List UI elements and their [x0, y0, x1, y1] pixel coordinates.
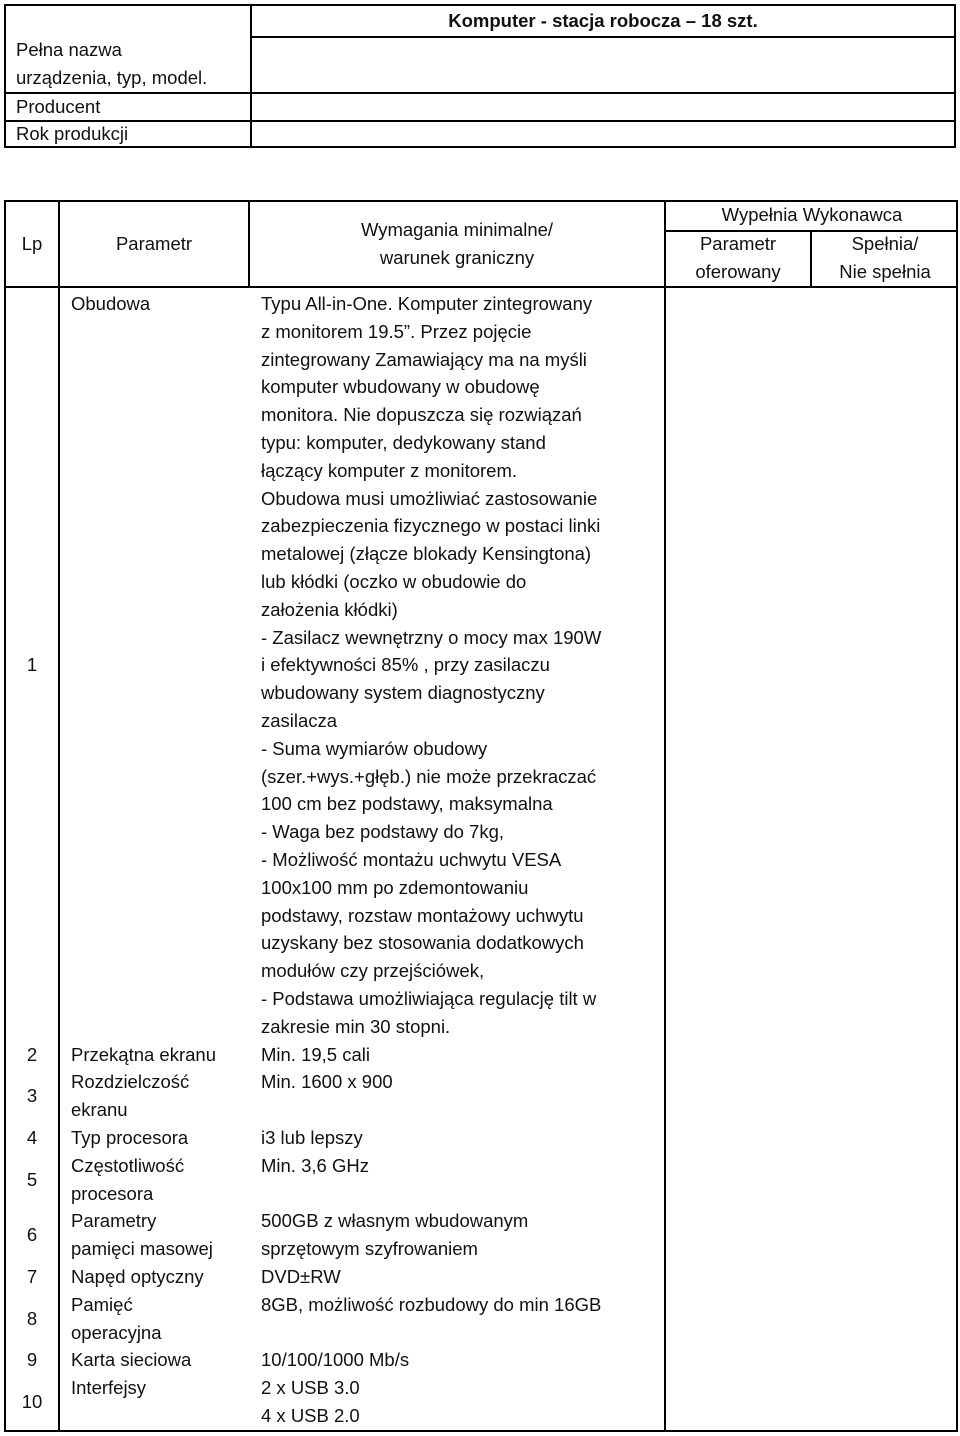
- device-info-grid: [4, 4, 956, 148]
- parameter-line: Parametry: [71, 1210, 157, 1232]
- offered-parameter-field[interactable]: [666, 1374, 810, 1430]
- requirement-line: Min. 3,6 GHz: [261, 1154, 369, 1176]
- production-year-field[interactable]: [252, 122, 954, 146]
- offered-parameter-field[interactable]: [666, 1207, 810, 1263]
- spec-rows: [4, 288, 958, 1430]
- requirement-line: 500GB z własnym wbudowanym: [261, 1210, 529, 1232]
- requirement-line: 10/100/1000 Mb/s: [261, 1349, 410, 1371]
- requirement-line: wbudowany system diagnostyczny: [261, 682, 545, 704]
- requirement-line: typu: komputer, dedykowany stand: [261, 431, 546, 453]
- requirement-line: Min. 1600 x 900: [261, 1071, 393, 1093]
- parameter-line: Obudowa: [71, 293, 151, 314]
- requirement-line: - Zasilacz wewnętrzny o mocy max 190W: [261, 626, 602, 648]
- meets-requirement-field[interactable]: [812, 1068, 956, 1124]
- offered-parameter-field[interactable]: [666, 1041, 810, 1069]
- meets-requirement-field[interactable]: [812, 1152, 956, 1208]
- requirement-line: zintegrowany Zamawiający ma na myśli: [261, 348, 587, 370]
- table-row: [4, 1124, 958, 1152]
- requirement-line: DVD±RW: [261, 1266, 341, 1287]
- requirement-line: zakresie min 30 stopni.: [261, 1015, 451, 1037]
- meets-requirement-field[interactable]: [812, 290, 956, 1041]
- parameter-line: Karta sieciowa: [71, 1349, 192, 1371]
- table-row: [4, 1263, 958, 1291]
- requirement-line: - Możliwość montażu uchwytu VESA: [261, 848, 562, 870]
- spec-table: [4, 200, 958, 1432]
- row-parameter: [71, 1207, 251, 1263]
- producer-field[interactable]: [252, 94, 954, 120]
- table-row: [4, 1207, 958, 1263]
- parameter-line: ekranu: [71, 1099, 128, 1121]
- row-parameter: [71, 290, 251, 318]
- row-parameter: [71, 1152, 251, 1208]
- meets-requirement-field[interactable]: [812, 1346, 956, 1374]
- table-row: [4, 1068, 958, 1124]
- requirement-line: Obudowa musi umożliwiać zastosowanie: [261, 487, 598, 509]
- row-requirement: [261, 1041, 661, 1069]
- row-requirement: [261, 1291, 661, 1319]
- header-param: Parametr: [115, 233, 193, 254]
- row-number: 2: [26, 1043, 38, 1065]
- parameter-line: Częstotliwość: [71, 1154, 185, 1176]
- row-number: 9: [26, 1349, 38, 1371]
- offered-parameter-field[interactable]: [666, 1346, 810, 1374]
- parameter-line: pamięci masowej: [71, 1238, 213, 1260]
- requirement-line: łączący komputer z monitorem.: [261, 459, 518, 481]
- row-number: 1: [26, 654, 38, 676]
- requirement-line: uzyskany bez stosowania dodatkowych: [261, 932, 584, 954]
- requirement-line: 100x100 mm po zdemontowaniu: [261, 876, 529, 898]
- row-number: 6: [26, 1224, 38, 1246]
- requirement-line: (szer.+wys.+głęb.) nie może przekraczać: [261, 765, 597, 787]
- meets-requirement-field[interactable]: [812, 1374, 956, 1430]
- header-offered-line1: Parametr: [699, 233, 777, 254]
- row-parameter: [71, 1124, 251, 1152]
- requirement-line: 100 cm bez podstawy, maksymalna: [261, 793, 553, 815]
- device-title: Komputer - stacja robocza – 18 szt.: [448, 10, 758, 31]
- offered-parameter-field[interactable]: [666, 1263, 810, 1291]
- meets-requirement-field[interactable]: [812, 1263, 956, 1291]
- header-meets-line2: Nie spełnia: [839, 261, 931, 282]
- label-production-year: Rok produkcji: [16, 123, 129, 144]
- parameter-line: Typ procesora: [71, 1127, 189, 1148]
- requirement-line: Typu All-in-One. Komputer zintegrowany: [261, 293, 593, 314]
- header-req-line2: warunek graniczny: [379, 247, 535, 268]
- meets-requirement-field[interactable]: [812, 1291, 956, 1347]
- requirement-line: 4 x USB 2.0: [261, 1404, 360, 1426]
- row-parameter: [71, 1346, 251, 1374]
- requirement-line: Min. 19,5 cali: [261, 1043, 370, 1065]
- header-fill: Wypełnia Wykonawca: [721, 204, 903, 225]
- row-requirement: [261, 1207, 661, 1263]
- meets-requirement-field[interactable]: [812, 1041, 956, 1069]
- header-offered-line2: oferowany: [695, 261, 781, 282]
- table-row: [4, 1374, 958, 1430]
- row-number: 8: [26, 1307, 38, 1329]
- label-full-name-line2: urządzenia, typ, model.: [16, 67, 208, 88]
- row-requirement: [261, 1124, 661, 1152]
- header-meets-line1: Spełnia/: [851, 233, 919, 254]
- table-row: [4, 1152, 958, 1208]
- table-row: [4, 1346, 958, 1374]
- parameter-line: procesora: [71, 1182, 154, 1204]
- requirement-line: zabezpieczenia fizycznego w postaci linki: [261, 515, 601, 537]
- row-number: 3: [26, 1085, 38, 1107]
- table-row: [4, 1041, 958, 1069]
- requirement-line: - Suma wymiarów obudowy: [261, 737, 488, 759]
- row-number: 10: [21, 1391, 43, 1413]
- row-number: 4: [26, 1127, 38, 1148]
- table-row: [4, 1291, 958, 1347]
- requirement-line: z monitorem 19.5”. Przez pojęcie: [261, 320, 532, 342]
- full-name-field[interactable]: [252, 38, 954, 92]
- parameter-line: operacyjna: [71, 1321, 162, 1343]
- row-requirement: [261, 1346, 661, 1374]
- parameter-line: Rozdzielczość: [71, 1071, 190, 1093]
- requirement-line: zasilacza: [261, 709, 338, 731]
- table-row: [4, 290, 958, 1041]
- header-lp: Lp: [21, 233, 43, 254]
- row-requirement: [261, 1374, 661, 1430]
- row-parameter: [71, 1291, 251, 1347]
- row-requirement: [261, 1068, 661, 1096]
- offered-parameter-field[interactable]: [666, 290, 810, 1041]
- row-requirement: [261, 290, 661, 1041]
- requirement-line: - Podstawa umożliwiająca regulację tilt w: [261, 987, 597, 1009]
- label-producer: Producent: [16, 96, 101, 117]
- meets-requirement-field[interactable]: [812, 1124, 956, 1152]
- offered-parameter-field[interactable]: [666, 1124, 810, 1152]
- row-parameter: [71, 1263, 251, 1291]
- requirement-line: metalowej (złącze blokady Kensingtona): [261, 543, 592, 565]
- row-number: 7: [26, 1266, 38, 1287]
- row-requirement: [261, 1263, 661, 1291]
- requirement-line: i efektywności 85% , przy zasilaczu: [261, 654, 550, 676]
- row-number: 5: [26, 1168, 38, 1190]
- requirement-line: 8GB, możliwość rozbudowy do min 16GB: [261, 1293, 602, 1315]
- parameter-line: Pamięć: [71, 1293, 133, 1315]
- requirement-line: 2 x USB 3.0: [261, 1377, 360, 1399]
- parameter-line: Napęd optyczny: [71, 1266, 204, 1287]
- meets-requirement-field[interactable]: [812, 1207, 956, 1263]
- header-req-line1: Wymagania minimalne/: [360, 219, 554, 240]
- requirement-line: i3 lub lepszy: [261, 1127, 363, 1148]
- label-full-name-line1: Pełna nazwa: [16, 39, 122, 60]
- parameter-line: Interfejsy: [71, 1377, 147, 1399]
- row-parameter: [71, 1068, 251, 1124]
- requirement-line: lub kłódki (oczko w obudowie do: [261, 570, 527, 592]
- requirement-line: - Waga bez podstawy do 7kg,: [261, 821, 505, 843]
- requirement-line: modułów czy przejściówek,: [261, 960, 485, 982]
- requirement-line: sprzętowym szyfrowaniem: [261, 1238, 478, 1260]
- parameter-line: Przekątna ekranu: [71, 1043, 217, 1065]
- row-parameter: [71, 1374, 251, 1402]
- row-requirement: [261, 1152, 661, 1180]
- requirement-line: założenia kłódki): [261, 598, 398, 620]
- offered-parameter-field[interactable]: [666, 1152, 810, 1208]
- row-parameter: [71, 1041, 251, 1069]
- offered-parameter-field[interactable]: [666, 1291, 810, 1347]
- offered-parameter-field[interactable]: [666, 1068, 810, 1124]
- requirement-line: monitora. Nie dopuszcza się rozwiązań: [261, 404, 582, 426]
- requirement-line: podstawy, rozstaw montażowy uchwytu: [261, 904, 584, 926]
- requirement-line: komputer wbudowany w obudowę: [261, 376, 540, 398]
